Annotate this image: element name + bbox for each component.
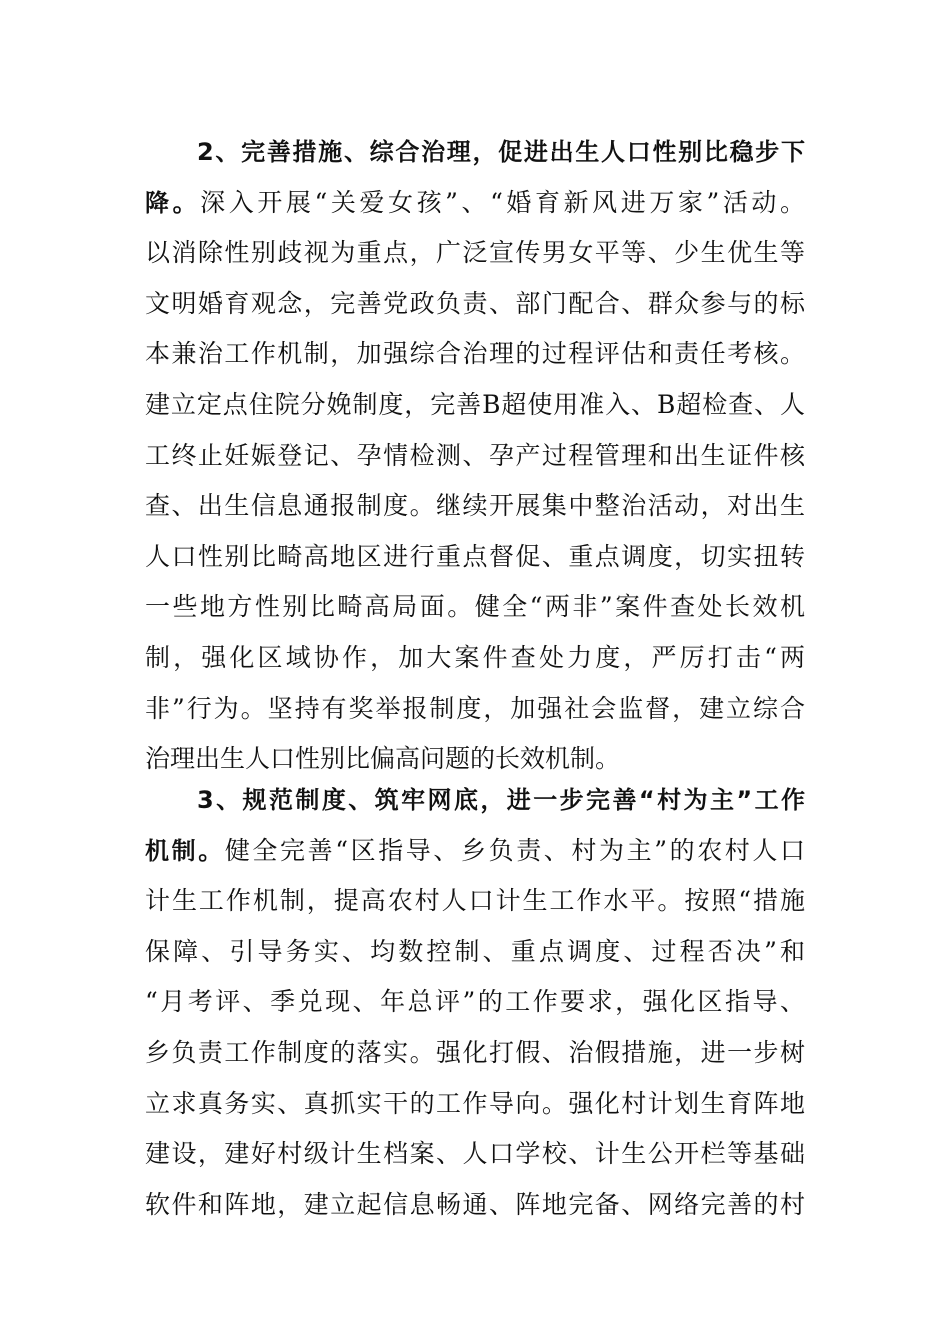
paragraph-text: 建立定点住院分娩制度，完善B超使用准入、B超检查、人: [145, 389, 805, 419]
paragraph-text: “月考评、季兑现、年总评”的工作要求，强化区指导、: [145, 987, 805, 1017]
paragraph-text: 计生工作机制，提高农村人口计生工作水平。按照“措施: [145, 886, 805, 916]
text-line: [145, 532, 805, 583]
text-line: [145, 380, 805, 431]
text-line: [145, 1129, 805, 1180]
paragraph-text: 立求真务实、真抓实干的工作导向。强化村计划生育阵地: [145, 1088, 805, 1118]
paragraph-text: 健全完善“区指导、乡负责、村为主”的农村人口: [224, 835, 805, 865]
paragraph-text: 保障、引导务实、均数控制、重点调度、过程否决”和: [145, 936, 805, 966]
text-line: [145, 1180, 805, 1231]
text-line: [145, 481, 805, 532]
section-2-paragraph: [145, 127, 805, 785]
text-line: [145, 633, 805, 684]
paragraph-text: 本兼治工作机制，加强综合治理的过程评估和责任考核。: [145, 339, 805, 369]
paragraph-heading: 机制。: [145, 836, 225, 865]
paragraph-text: 乡负责工作制度的落实。强化打假、治假措施，进一步树: [145, 1037, 805, 1067]
text-line: [145, 826, 805, 877]
paragraph-text: 软件和阵地，建立起信息畅通、阵地完备、网络完善的村: [145, 1189, 805, 1219]
text-line: [145, 127, 805, 178]
text-line: [145, 876, 805, 927]
text-line: [145, 927, 805, 978]
paragraph-text: 建设，建好村级计生档案、人口学校、计生公开栏等基础: [145, 1139, 805, 1169]
paragraph-text: 文明婚育观念，完善党政负责、部门配合、群众参与的标: [145, 288, 805, 318]
paragraph-text: 一些地方性别比畸高局面。健全“两非”案件查处长效机: [145, 592, 805, 622]
text-line: [145, 329, 805, 380]
section-3-paragraph: [145, 775, 805, 1230]
text-line: [145, 977, 805, 1028]
paragraph-text: 治理出生人口性别比偏高问题的长效机制。: [145, 744, 621, 774]
paragraph-text: 非”行为。坚持有奖举报制度，加强社会监督，建立综合: [145, 693, 805, 723]
text-line: [145, 1028, 805, 1079]
paragraph-text: 人口性别比畸高地区进行重点督促、重点调度，切实扭转: [145, 541, 805, 571]
paragraph-heading: 降。: [145, 188, 201, 217]
paragraph-text: 查、出生信息通报制度。继续开展集中整治活动，对出生: [145, 491, 805, 521]
text-line: [145, 178, 805, 229]
paragraph-heading: 2、完善措施、综合治理，促进出生人口性别比稳步下: [197, 138, 805, 166]
text-line: [145, 431, 805, 482]
paragraph-text: 深入开展“关爱女孩”、“婚育新风进万家”活动。: [200, 187, 805, 217]
text-line: [145, 279, 805, 330]
text-line: [145, 228, 805, 279]
text-line: [145, 684, 805, 735]
text-line: [145, 775, 805, 826]
text-line: [145, 582, 805, 633]
text-line: [145, 1079, 805, 1130]
paragraph-text: 以消除性别歧视为重点，广泛宣传男女平等、少生优生等: [145, 238, 805, 268]
paragraph-text: 工终止妊娠登记、孕情检测、孕产过程管理和出生证件核: [145, 440, 805, 470]
paragraph-heading: 3、规范制度、筑牢网底，进一步完善“村为主”工作: [197, 786, 805, 814]
paragraph-text: 制，强化区域协作，加大案件查处力度，严厉打击“两: [145, 642, 805, 672]
